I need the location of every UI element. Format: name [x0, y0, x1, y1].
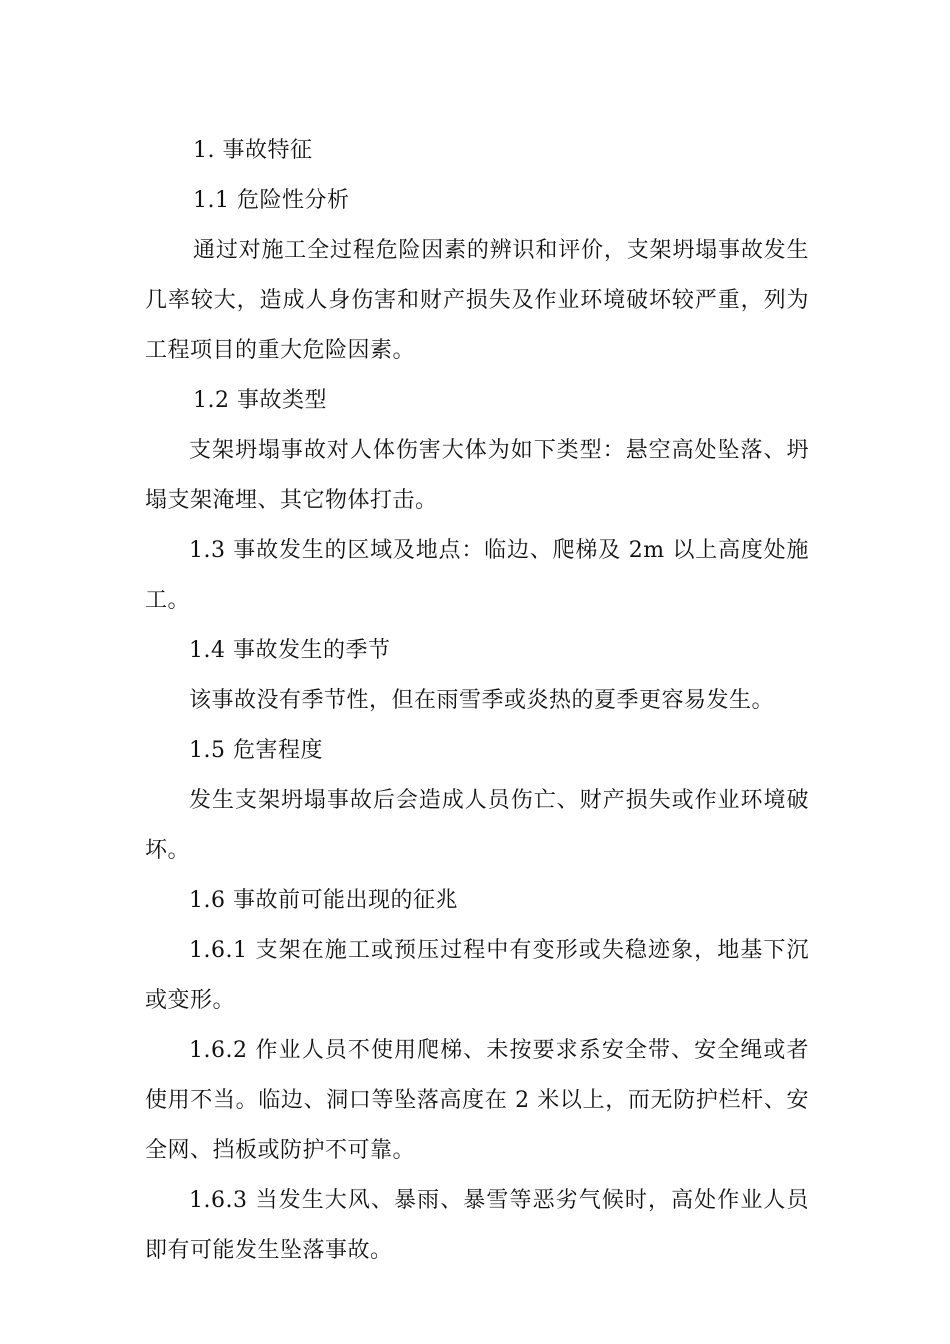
heading-1-4: 1.4 事故发生的季节 — [189, 638, 391, 663]
paragraph-harm-degree: 发生支架坍塌事故后会造成人员伤亡、财产损失或作业环境破坏。 — [145, 788, 809, 863]
paragraph-1-6-3: 1.6.3 当发生大风、暴雨、暴雪等恶劣气候时，高处作业人员即有可能发生坠落事故。 — [145, 1188, 809, 1263]
paragraph-season: 该事故没有季节性，但在雨雪季或炎热的夏季更容易发生。 — [189, 688, 775, 713]
heading-1-5: 1.5 危害程度 — [189, 738, 323, 763]
heading-1-2: 1.2 事故类型 — [193, 388, 327, 413]
paragraph-risk-analysis: 通过对施工全过程危险因素的辨识和评价，支架坍塌事故发生几率较大，造成人身伤害和财产损失及作业环境破坏较严重，列为工程项目的重大危险因素。 — [145, 238, 809, 363]
document-body — [145, 126, 809, 1276]
paragraph-1-6-1: 1.6.1 支架在施工或预压过程中有变形或失稳迹象，地基下沉或变形。 — [145, 938, 809, 1013]
heading-1-3: 1.3 事故发生的区域及地点：临边、爬梯及 2m 以上高度处施工。 — [145, 538, 809, 613]
heading-1-1: 1.1 危险性分析 — [193, 188, 350, 213]
paragraph-accident-types: 支架坍塌事故对人体伤害大体为如下类型：悬空高处坠落、坍塌支架淹埋、其它物体打击。 — [145, 438, 809, 513]
heading-1: 1. 事故特征 — [193, 138, 313, 163]
heading-1-6: 1.6 事故前可能出现的征兆 — [189, 888, 458, 913]
paragraph-1-6-2: 1.6.2 作业人员不使用爬梯、未按要求系安全带、安全绳或者使用不当。临边、洞口等坠落高度在 2 米以上，而无防护栏杆、安全网、挡板或防护不可靠。 — [145, 1038, 809, 1163]
